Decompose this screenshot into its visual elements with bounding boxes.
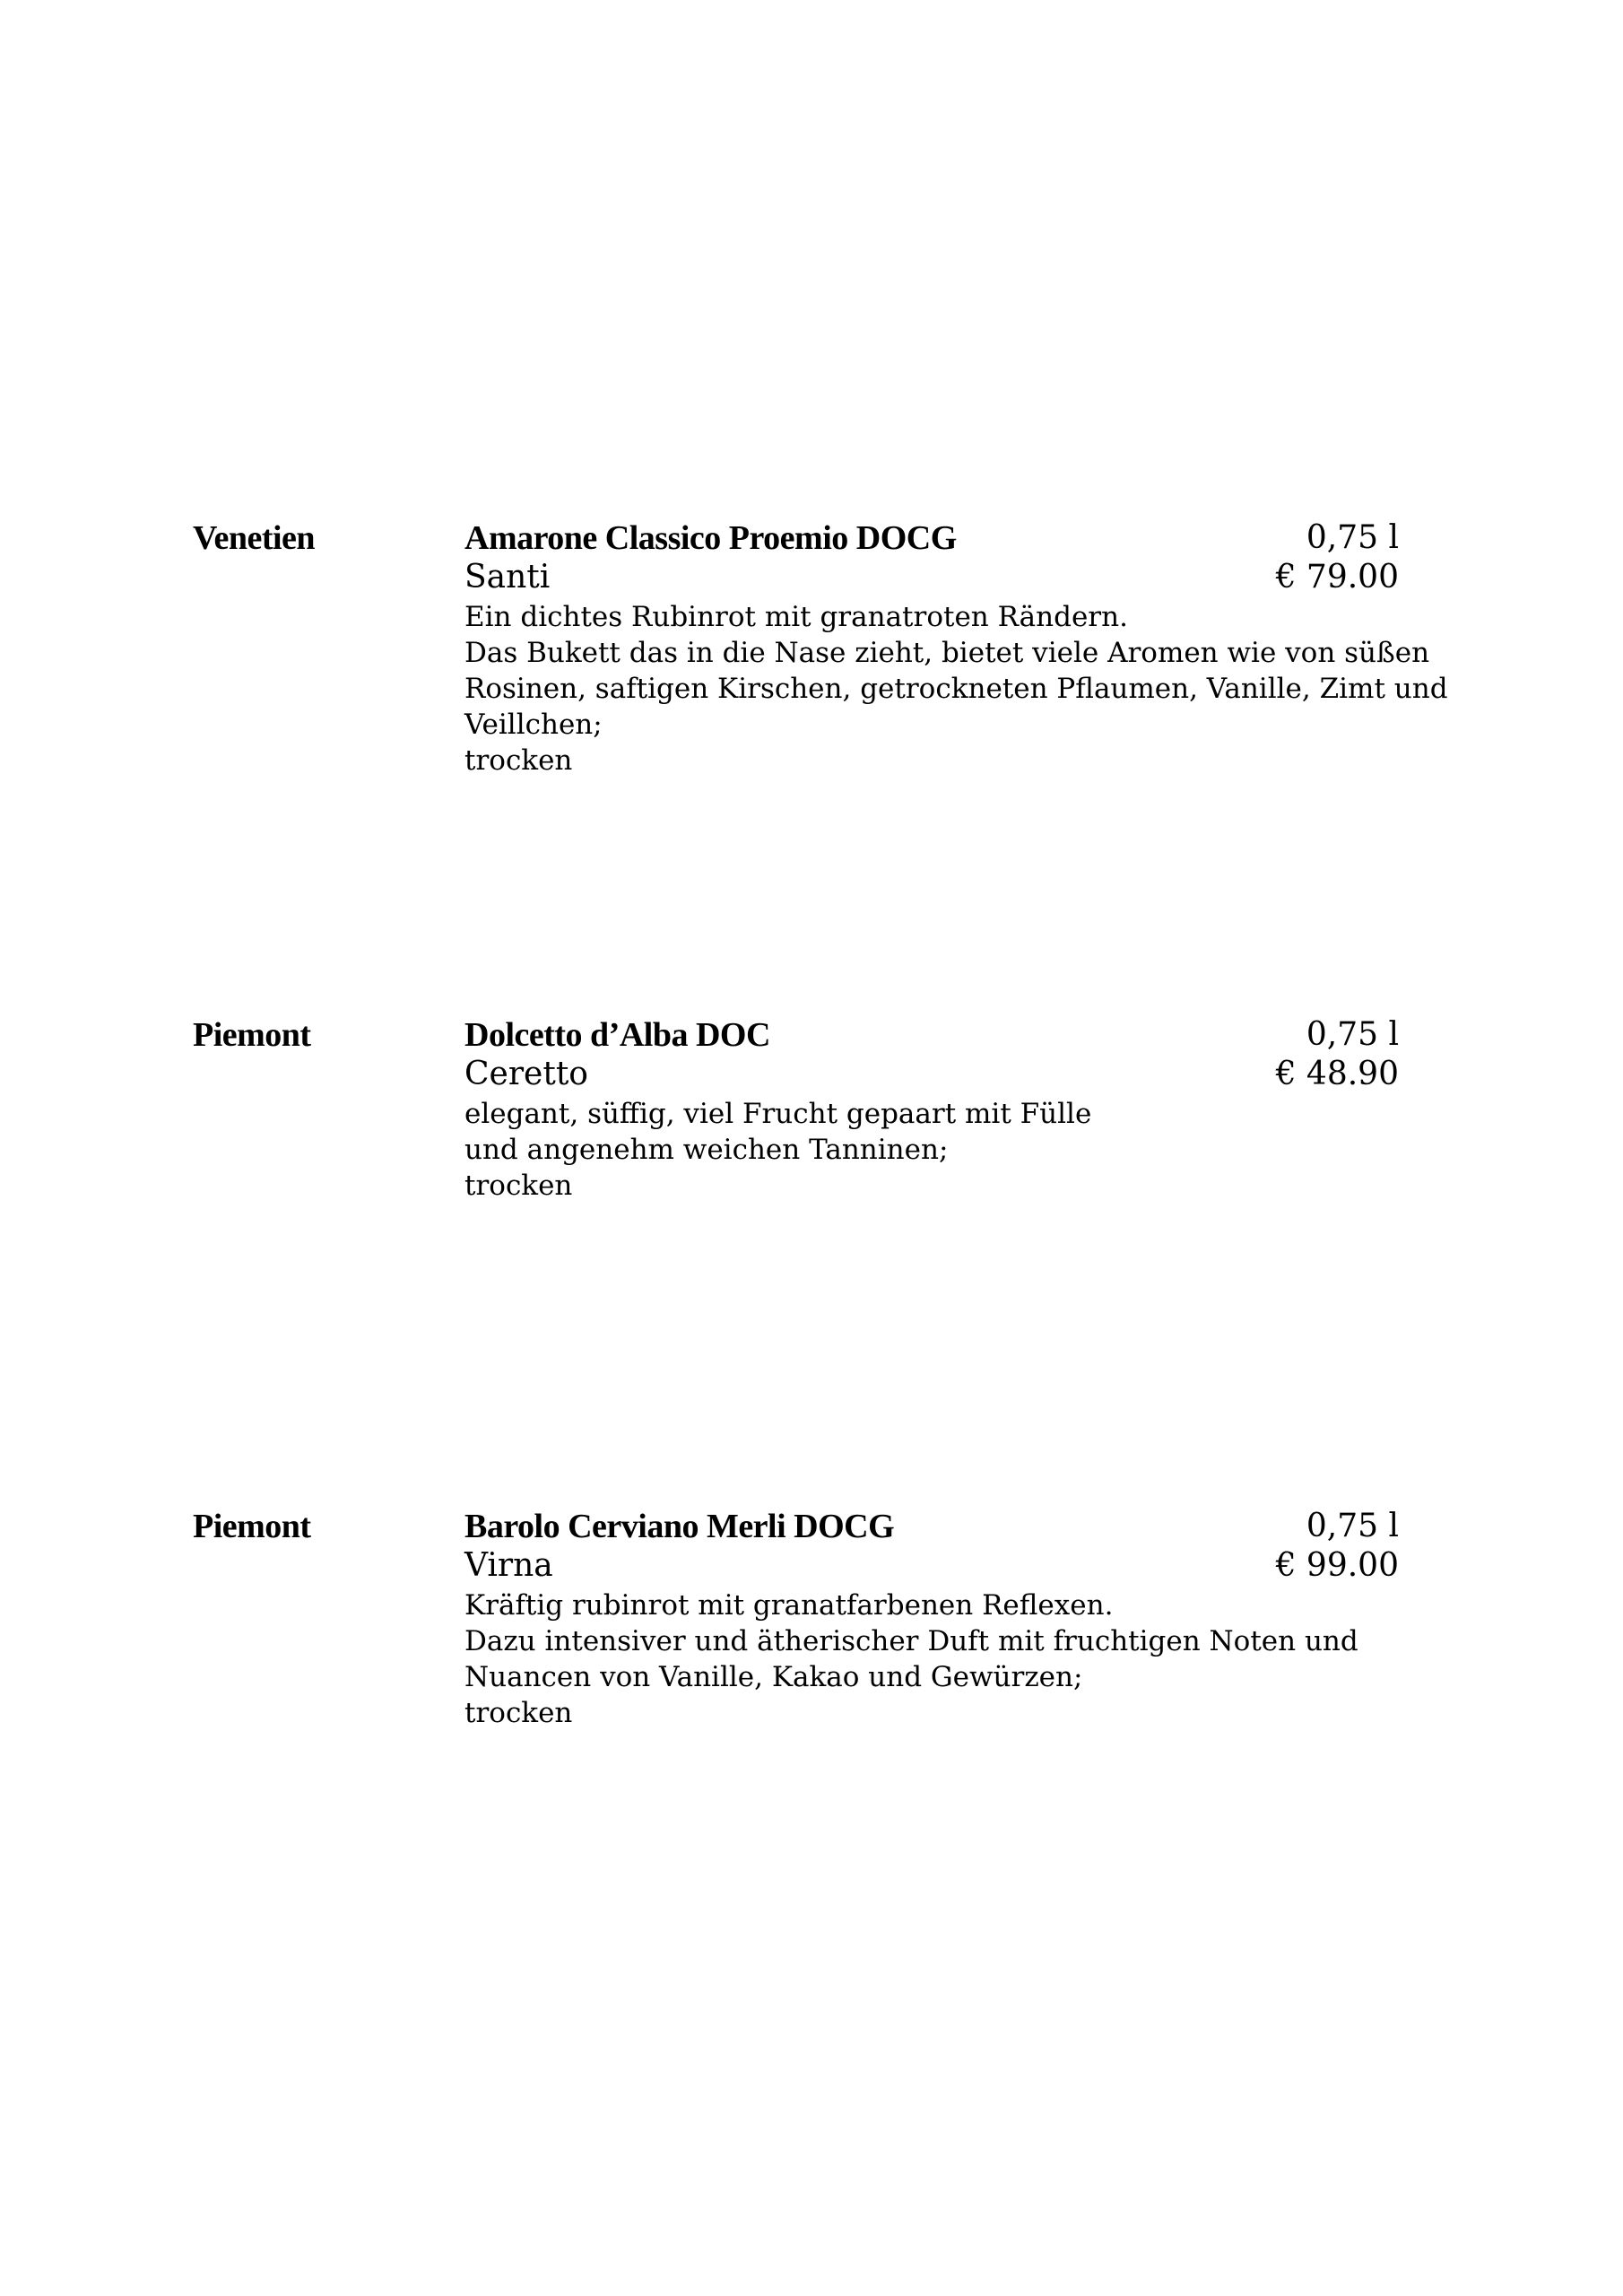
description-line: elegant, süffig, viel Frucht gepaart mit Fülle bbox=[464, 1098, 1092, 1130]
wine-volume: 0,75 l bbox=[1306, 1016, 1399, 1053]
description-line: trocken bbox=[464, 1170, 573, 1202]
wine-region: Venetien bbox=[193, 519, 316, 557]
description-line: trocken bbox=[464, 744, 573, 777]
wine-entry bbox=[0, 518, 1623, 823]
wine-name: Amarone Classico Proemio DOCG bbox=[464, 519, 957, 557]
wine-producer: Ceretto bbox=[464, 1056, 588, 1092]
description-line: trocken bbox=[464, 1697, 573, 1729]
description-line: Ein dichtes Rubinrot mit granatroten Rändern. bbox=[464, 601, 1128, 633]
wine-volume: 0,75 l bbox=[1306, 519, 1399, 556]
wine-price: € 99.00 bbox=[1275, 1547, 1399, 1584]
wine-price: € 79.00 bbox=[1275, 559, 1399, 596]
wine-entry bbox=[0, 1507, 1623, 1812]
description-line: Kräftig rubinrot mit granatfarbenen Reflexen. bbox=[464, 1589, 1114, 1622]
wine-name: Dolcetto d’Alba DOC bbox=[464, 1016, 770, 1054]
description-line: Veillchen; bbox=[464, 709, 603, 741]
wine-entry bbox=[0, 1015, 1623, 1320]
wine-producer: Virna bbox=[464, 1547, 553, 1584]
description-line: Nuancen von Vanille, Kakao und Gewürzen; bbox=[464, 1661, 1083, 1693]
wine-description bbox=[464, 1096, 1406, 1204]
wine-description bbox=[464, 1587, 1406, 1731]
description-line: Rosinen, saftigen Kirschen, getrockneten Pflaumen, Vanille, Zimt und bbox=[464, 673, 1448, 705]
wine-description bbox=[464, 599, 1448, 778]
description-line: und angenehm weichen Tanninen; bbox=[464, 1134, 949, 1166]
wine-price: € 48.90 bbox=[1275, 1056, 1399, 1092]
wine-volume: 0,75 l bbox=[1306, 1508, 1399, 1544]
wine-region: Piemont bbox=[193, 1508, 311, 1545]
description-line: Das Bukett das in die Nase zieht, bietet viele Aromen wie von süßen bbox=[464, 637, 1430, 669]
description-line: Dazu intensiver und ätherischer Duft mit fruchtigen Noten und bbox=[464, 1625, 1358, 1657]
wine-name: Barolo Cerviano Merli DOCG bbox=[464, 1508, 895, 1545]
wine-producer: Santi bbox=[464, 559, 551, 596]
wine-region: Piemont bbox=[193, 1016, 311, 1054]
